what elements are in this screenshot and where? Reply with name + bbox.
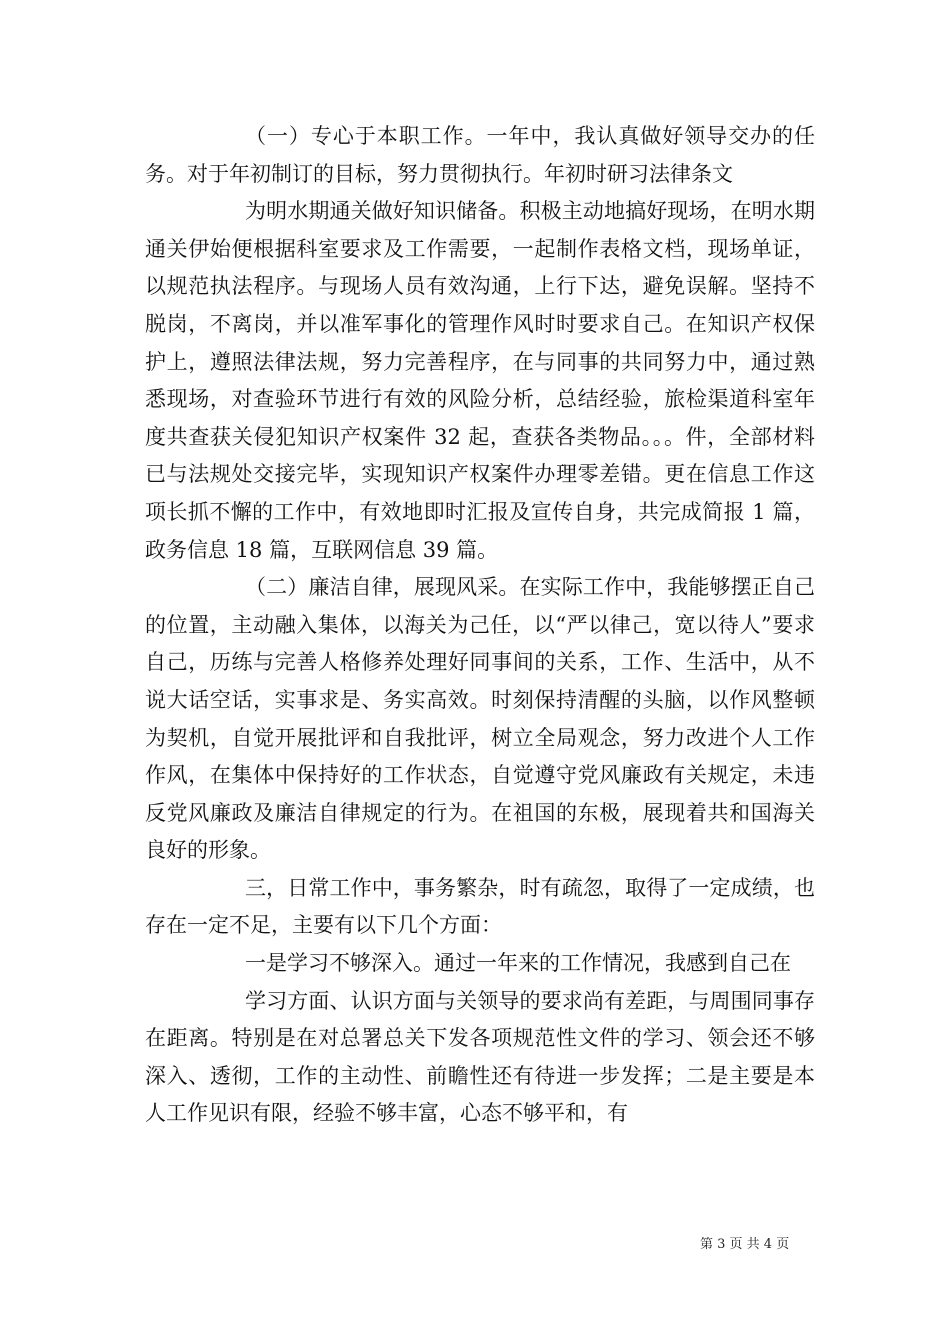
paragraph-5: 一是学习不够深入。通过一年来的工作情况，我感到自己在 [245, 951, 791, 976]
paragraph-6: 学习方面、认识方面与关领导的要求尚有差距，与周围同事存在距离。特别是在对总署总关下发各项规范性文件的学习、领会还不够深入、透彻，工作的主动性、前瞻性还有待进一步发挥；二是主要是本人工作见识有限，经验不够丰富，心态不够平和，有 [145, 988, 815, 1126]
page-number-footer: 第 3 页 共 4 页 [700, 1237, 790, 1252]
paragraph-2: 为明水期通关做好知识储备。积极主动地搞好现场，在明水期通关伊始便根据科室要求及工作需要，一起制作表格文档，现场单证，以规范执法程序。与现场人员有效沟通，上行下达，避免误解。坚持不脱岗，不离岗，并以准军事化的管理作风时时要求自己。在知识产权保护上，遵照法律法规，努力完善程序，在与同事的共同努力中，通过熟悉现场，对查验环节进行有效的风险分析，总结经验，旅检渠道科室年度共查获关侵犯知识产权案件 32 起，查获各类物品。。。件，全部材料已与法规处交接完毕，实现知识产权案件办理零差错。更在信息工作这项长抓不懈的工作中，有效地即时汇报及宣传自身，共完成简报 1 篇，政务信息 18 篇，互联网信息 39 篇。 [145, 199, 815, 562]
paragraph-3: （二）廉洁自律，展现风采。在实际工作中，我能够摆正自己的位置，主动融入集体，以海关为己任，以“严以律己，宽以待人”要求自己，历练与完善人格修养处理好同事间的关系，工作、生活中，从不说大话空话，实事求是、务实高效。时刻保持清醒的头脑，以作风整顿为契机，自觉开展批评和自我批评，树立全局观念，努力改进个人工作作风，在集体中保持好的工作状态，自觉遵守党风廉政有关规定，未违反党风廉政及廉洁自律规定的行为。在祖国的东极，展现着共和国海关良好的形象。 [145, 575, 815, 863]
paragraph-1: （一）专心于本职工作。一年中，我认真做好领导交办的任务。对于年初制订的目标，努力贯彻执行。年初时研习法律条文 [145, 124, 815, 186]
document-body [145, 118, 815, 1133]
paragraph-4: 三，日常工作中，事务繁杂，时有疏忽，取得了一定成绩，也存在一定不足，主要有以下几个方面： [145, 875, 815, 938]
